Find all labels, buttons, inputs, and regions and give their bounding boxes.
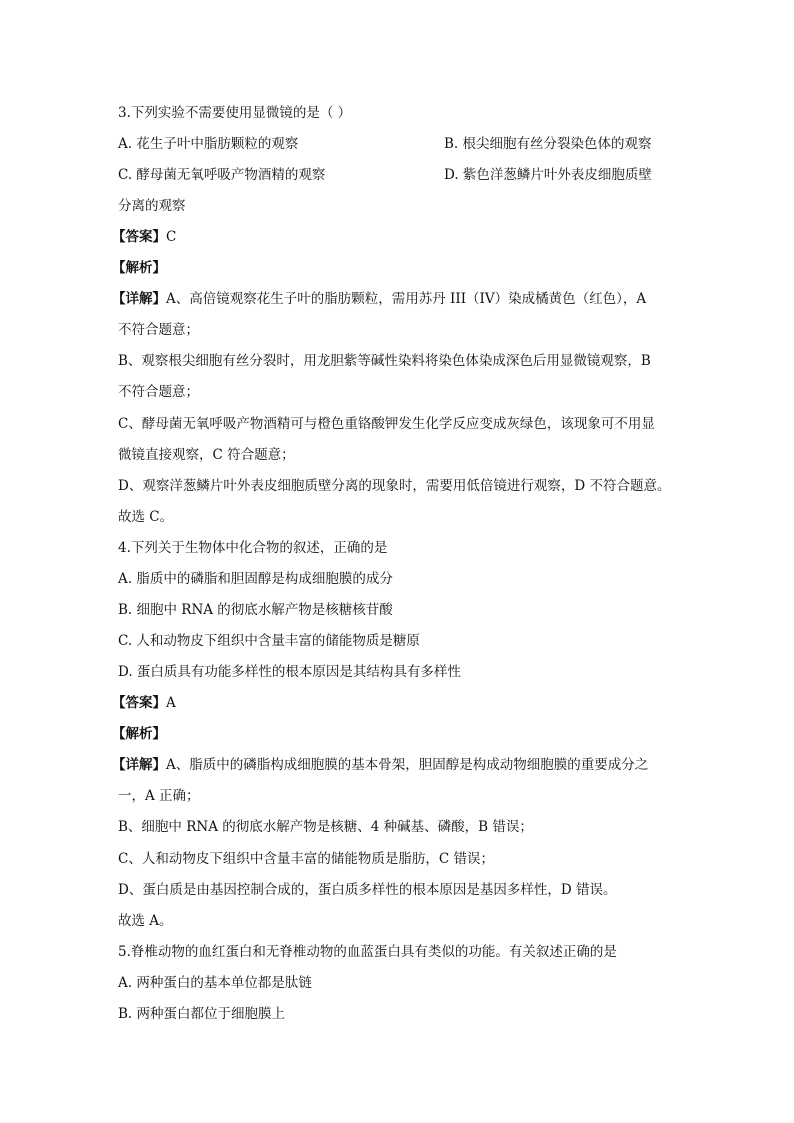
detail-label: 【详解】 [112, 291, 166, 307]
detail-text: A、脂质中的磷脂构成细胞膜的基本骨架，胆固醇是构成动物细胞膜的重要成分之 [166, 757, 649, 773]
q4-stem: 4.下列关于生物体中化合物的叙述，正确的是 [118, 540, 388, 556]
q3-detail-line-5: C、酵母菌无氧呼吸产物酒精可与橙色重铬酸钾发生化学反应变成灰绿色，该现象可不用显 [118, 416, 655, 432]
q3-stem: 3.下列实验不需要使用显微镜的是（ ） [118, 105, 352, 121]
detail-label: 【详解】 [112, 757, 166, 773]
q5-stem: 5.脊椎动物的血红蛋白和无脊椎动物的血蓝蛋白具有类似的功能。有关叙述正确的是 [118, 944, 617, 960]
q3-detail-line-7: D、观察洋葱鳞片叶外表皮细胞质壁分离的现象时，需要用低倍镜进行观察，D 不符合题意。 [118, 478, 671, 494]
q3-conclusion: 故选 C。 [118, 509, 174, 525]
answer-value: A [166, 695, 176, 711]
q3-detail-line-4: 不符合题意； [118, 384, 199, 400]
answer-label: 【答案】 [112, 695, 166, 711]
q3-analysis-label: 【解析】 [112, 260, 166, 276]
answer-value: C [166, 229, 177, 245]
q4-detail-line-2: 一，A 正确； [118, 788, 200, 804]
answer-label: 【答案】 [112, 229, 166, 245]
detail-text: A、高倍镜观察花生子叶的脂肪颗粒，需用苏丹 III（IV）染成橘黄色（红色），A [166, 291, 647, 307]
q3-option-a: A. 花生子叶中脂肪颗粒的观察 [118, 136, 299, 152]
q4-conclusion: 故选 A。 [118, 913, 173, 929]
q3-option-b: B. 根尖细胞有丝分裂染色体的观察 [444, 136, 652, 152]
q5-option-b: B. 两种蛋白都位于细胞膜上 [118, 1006, 286, 1022]
q4-detail-line-4: C、人和动物皮下组织中含量丰富的储能物质是脂肪，C 错误； [118, 851, 494, 867]
q4-detail-line-1 [112, 755, 648, 775]
q4-option-d: D. 蛋白质具有功能多样性的根本原因是其结构具有多样性 [118, 664, 461, 680]
q3-detail-line-6: 微镜直接观察，C 符合题意； [118, 447, 295, 463]
q3-option-c: C. 酵母菌无氧呼吸产物酒精的观察 [118, 167, 326, 183]
q4-detail-line-3: B、细胞中 RNA 的彻底水解产物是核糖、4 种碱基、磷酸，B 错误； [118, 819, 533, 835]
q3-detail-line-1 [112, 289, 646, 309]
q3-detail-line-3: B、观察根尖细胞有丝分裂时，用龙胆紫等碱性染料将染色体染成深色后用显微镜观察，B [118, 353, 651, 369]
q4-analysis-label: 【解析】 [112, 726, 166, 742]
q4-option-c: C. 人和动物皮下组织中含量丰富的储能物质是糖原 [118, 633, 420, 649]
q4-answer [112, 693, 176, 713]
q3-detail-line-2: 不符合题意； [118, 322, 199, 338]
q3-answer [112, 227, 176, 247]
q4-option-a: A. 脂质中的磷脂和胆固醇是构成细胞膜的成分 [118, 571, 393, 587]
q4-detail-line-5: D、蛋白质是由基因控制合成的，蛋白质多样性的根本原因是基因多样性，D 错误。 [118, 882, 617, 898]
q4-option-b: B. 细胞中 RNA 的彻底水解产物是核糖核苷酸 [118, 602, 393, 618]
q5-option-a: A. 两种蛋白的基本单位都是肽链 [118, 975, 312, 991]
q3-option-d: D. 紫色洋葱鳞片叶外表皮细胞质壁 [444, 167, 652, 183]
q3-option-d-continued: 分离的观察 [118, 198, 186, 214]
